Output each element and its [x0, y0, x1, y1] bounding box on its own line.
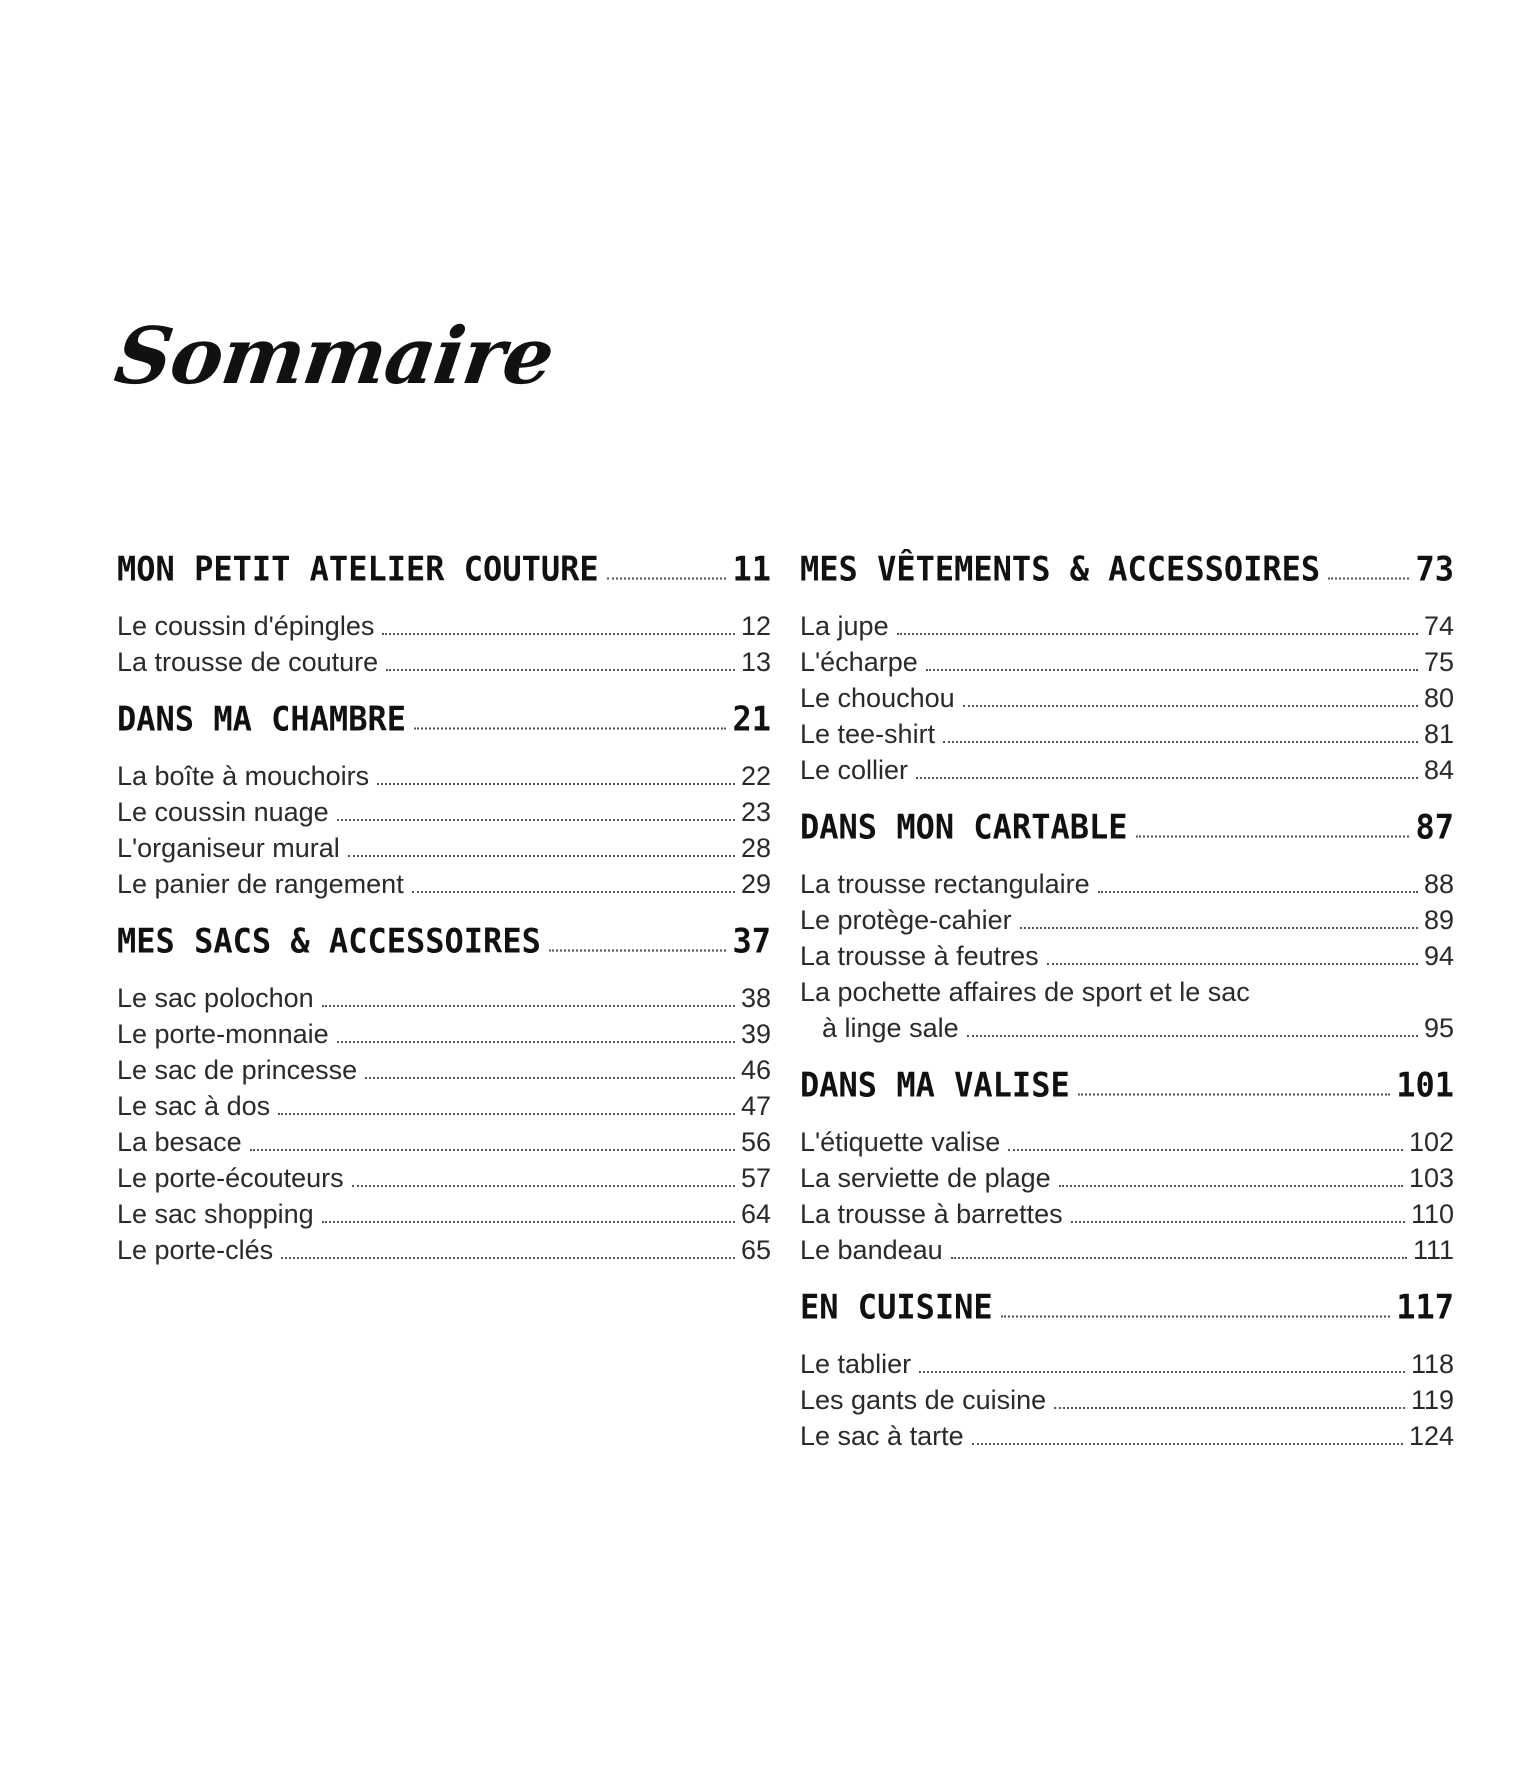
dot-leader [414, 727, 726, 729]
entry-label: Le porte-clés [117, 1235, 274, 1265]
entry-label: La serviette de plage [800, 1163, 1051, 1193]
dot-leader [382, 633, 735, 635]
dot-leader [916, 777, 1418, 779]
section-heading-label: EN CUISINE [800, 1287, 993, 1327]
toc-entry[interactable] [117, 1122, 771, 1158]
toc-section-en-cuisine [800, 1286, 1454, 1452]
entry-page-number: 94 [1423, 941, 1454, 971]
dot-leader [1008, 1149, 1403, 1151]
toc-entry[interactable] [800, 900, 1454, 936]
entry-label: Le protège-cahier [800, 905, 1012, 935]
entry-page-number: 38 [740, 983, 771, 1013]
dot-leader [1328, 577, 1409, 579]
entry-label-continuation: à linge sale [822, 1013, 959, 1043]
dot-leader [337, 1041, 735, 1043]
dot-leader [1054, 1407, 1405, 1409]
section-heading[interactable] [800, 547, 1454, 589]
dot-leader [1001, 1315, 1391, 1317]
toc-section-mes-sacs-accessoires [117, 920, 771, 1266]
toc-entry[interactable] [800, 1194, 1454, 1230]
dot-leader [322, 1221, 735, 1223]
entry-page-number: 102 [1408, 1127, 1454, 1157]
section-heading[interactable] [117, 697, 771, 739]
entry-page-number: 57 [740, 1163, 771, 1193]
entry-page-number: 75 [1423, 647, 1454, 677]
toc-entry[interactable] [117, 864, 771, 900]
entry-page-number: 88 [1423, 869, 1454, 899]
toc-entry[interactable] [800, 714, 1454, 750]
toc-entry[interactable] [800, 1122, 1454, 1158]
toc-section-dans-ma-chambre [117, 698, 771, 900]
toc-entry[interactable] [800, 936, 1454, 972]
entry-page-number: 22 [740, 761, 771, 791]
entry-label: La trousse à feutres [800, 941, 1039, 971]
entry-page-number: 12 [740, 611, 771, 641]
section-heading[interactable] [117, 919, 771, 961]
entry-label: Le bandeau [800, 1235, 943, 1265]
entry-label: Le sac à tarte [800, 1421, 964, 1451]
entry-page-number: 47 [740, 1091, 771, 1121]
dot-leader [1020, 927, 1418, 929]
section-heading-label: DANS MA CHAMBRE [117, 699, 406, 739]
entry-page-number: 39 [740, 1019, 771, 1049]
dot-leader [967, 1035, 1418, 1037]
dot-leader [897, 633, 1418, 635]
entry-label: Le sac shopping [117, 1199, 314, 1229]
entry-label: Le chouchou [800, 683, 955, 713]
section-heading[interactable] [800, 805, 1454, 847]
entry-page-number: 103 [1408, 1163, 1454, 1193]
entry-page-number: 110 [1410, 1199, 1454, 1229]
section-heading-label: MES VÊTEMENTS & ACCESSOIRES [800, 549, 1321, 589]
section-page-number: 37 [732, 921, 771, 961]
section-heading-label: DANS MON CARTABLE [800, 807, 1128, 847]
dot-leader [963, 705, 1418, 707]
entry-page-number: 46 [740, 1055, 771, 1085]
toc-section-mon-petit-atelier-couture [117, 548, 771, 678]
entry-page-number: 64 [740, 1199, 771, 1229]
toc-entry[interactable] [117, 1050, 771, 1086]
section-page-number: 101 [1396, 1065, 1454, 1105]
entry-label: L'étiquette valise [800, 1127, 1001, 1157]
entry-label: Le porte-monnaie [117, 1019, 329, 1049]
section-page-number: 21 [732, 699, 771, 739]
section-heading-label: MON PETIT ATELIER COUTURE [117, 549, 599, 589]
toc-section-dans-ma-valise [800, 1064, 1454, 1266]
entry-page-number: 56 [740, 1127, 771, 1157]
toc-entry[interactable] [800, 972, 1454, 1044]
entry-label: La trousse rectangulaire [800, 869, 1090, 899]
entry-label: La jupe [800, 611, 889, 641]
entry-label: Le coussin nuage [117, 797, 329, 827]
section-page-number: 87 [1415, 807, 1454, 847]
dot-leader [412, 891, 735, 893]
entry-label: La trousse de couture [117, 647, 379, 677]
dot-leader [278, 1113, 735, 1115]
entry-label: Le sac de princesse [117, 1055, 358, 1085]
entry-label: La pochette affaires de sport et le sac [800, 977, 1250, 1007]
dot-leader [943, 741, 1418, 743]
entry-label: Le collier [800, 755, 909, 785]
dot-leader [348, 855, 735, 857]
section-heading[interactable] [800, 1063, 1454, 1105]
dot-leader [352, 1185, 735, 1187]
entry-page-number: 81 [1423, 719, 1454, 749]
section-heading-label: MES SACS & ACCESSOIRES [117, 921, 541, 961]
toc-entry[interactable] [800, 1230, 1454, 1266]
toc-left-column [117, 548, 771, 1286]
toc-entry[interactable] [117, 828, 771, 864]
toc-entry[interactable] [117, 1194, 771, 1230]
entry-page-number: 29 [740, 869, 771, 899]
entry-label: La boîte à mouchoirs [117, 761, 370, 791]
toc-entry[interactable] [117, 1230, 771, 1266]
dot-leader [322, 1005, 735, 1007]
entry-label: Le panier de rangement [117, 869, 404, 899]
entry-page-number: 111 [1412, 1235, 1454, 1265]
entry-label: Le tablier [800, 1349, 912, 1379]
dot-leader [1078, 1093, 1390, 1095]
entry-page-number: 119 [1410, 1385, 1454, 1415]
section-heading[interactable] [117, 547, 771, 589]
section-page-number: 73 [1415, 549, 1454, 589]
entry-page-number: 84 [1423, 755, 1454, 785]
entry-page-number: 80 [1423, 683, 1454, 713]
toc-entry[interactable] [800, 678, 1454, 714]
toc-entry[interactable] [800, 750, 1454, 786]
dot-leader [250, 1149, 735, 1151]
dot-leader [1098, 891, 1418, 893]
section-heading[interactable] [800, 1285, 1454, 1327]
dot-leader [386, 669, 735, 671]
entry-label: La besace [117, 1127, 242, 1157]
toc-entry[interactable] [117, 1086, 771, 1122]
dot-leader [549, 949, 727, 951]
dot-leader [1047, 963, 1418, 965]
toc-entry[interactable] [117, 642, 771, 678]
entry-label: Le sac polochon [117, 983, 314, 1013]
section-heading-label: DANS MA VALISE [800, 1065, 1070, 1105]
toc-entry[interactable] [800, 606, 1454, 642]
entry-page-number: 23 [740, 797, 771, 827]
toc-entry[interactable] [800, 1416, 1454, 1452]
dot-leader [919, 1371, 1405, 1373]
entry-label: L'organiseur mural [117, 833, 340, 863]
dot-leader [337, 819, 735, 821]
entry-page-number: 95 [1423, 1013, 1454, 1043]
toc-entry[interactable] [800, 642, 1454, 678]
dot-leader [1059, 1185, 1403, 1187]
toc-section-mes-vetements-accessoires [800, 548, 1454, 786]
section-page-number: 117 [1396, 1287, 1454, 1327]
entry-page-number: 118 [1410, 1349, 1454, 1379]
dot-leader [365, 1077, 735, 1079]
dot-leader [281, 1257, 735, 1259]
entry-label: L'écharpe [800, 647, 918, 677]
entry-page-number: 124 [1408, 1421, 1454, 1451]
entry-label: Le coussin d'épingles [117, 611, 375, 641]
page-title: Sommaire [109, 311, 559, 402]
entry-page-number: 89 [1423, 905, 1454, 935]
toc-section-dans-mon-cartable [800, 806, 1454, 1044]
dot-leader [926, 669, 1418, 671]
dot-leader [1071, 1221, 1405, 1223]
entry-label: Les gants de cuisine [800, 1385, 1047, 1415]
entry-page-number: 28 [740, 833, 771, 863]
toc-entry[interactable] [117, 1158, 771, 1194]
toc-entry[interactable] [117, 606, 771, 642]
dot-leader [607, 577, 727, 579]
toc-entry[interactable] [117, 1014, 771, 1050]
dot-leader [972, 1443, 1403, 1445]
entry-page-number: 74 [1423, 611, 1454, 641]
dot-leader [1136, 835, 1410, 837]
toc-entry[interactable] [800, 1380, 1454, 1416]
toc-entry[interactable] [117, 792, 771, 828]
dot-leader [951, 1257, 1407, 1259]
toc-entry[interactable] [800, 1344, 1454, 1380]
toc-entry[interactable] [117, 978, 771, 1014]
toc-entry[interactable] [117, 756, 771, 792]
toc-right-column [800, 548, 1454, 1472]
toc-entry[interactable] [800, 864, 1454, 900]
entry-label: Le porte-écouteurs [117, 1163, 344, 1193]
entry-label: Le sac à dos [117, 1091, 271, 1121]
entry-page-number: 13 [740, 647, 771, 677]
entry-page-number: 65 [740, 1235, 771, 1265]
entry-label: La trousse à barrettes [800, 1199, 1063, 1229]
dot-leader [377, 783, 735, 785]
section-page-number: 11 [732, 549, 771, 589]
toc-entry[interactable] [800, 1158, 1454, 1194]
entry-label: Le tee-shirt [800, 719, 936, 749]
